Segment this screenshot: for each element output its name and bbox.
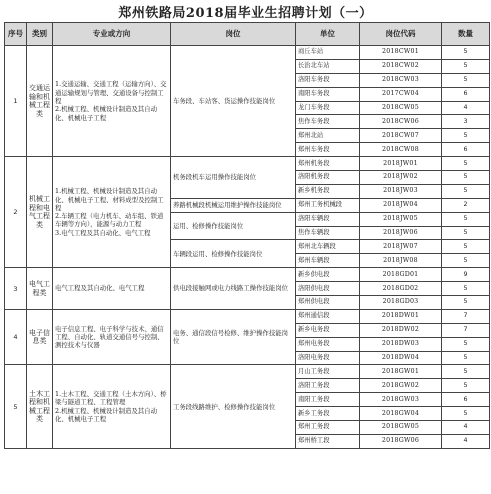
post-code: 2018JW03 <box>360 184 442 198</box>
post-description: 供电段接触网或电力线路工操作技能岗位 <box>171 268 296 310</box>
post-code: 2018GD03 <box>360 296 442 310</box>
hire-count: 4 <box>442 421 490 435</box>
unit-name: 新乡机务段 <box>296 184 360 198</box>
hire-count: 5 <box>442 407 490 421</box>
hire-count: 5 <box>442 351 490 365</box>
table-row <box>5 309 490 323</box>
hire-count: 5 <box>442 365 490 379</box>
unit-name: 商丘车站 <box>296 46 360 60</box>
hire-count: 5 <box>442 46 490 60</box>
group-number: 5 <box>5 365 27 448</box>
post-code: 2018DW02 <box>360 323 442 337</box>
post-code: 2018GW04 <box>360 407 442 421</box>
post-code: 2018JW04 <box>360 198 442 212</box>
post-description: 车务段、车站客、货运操作技能岗位 <box>171 46 296 157</box>
hire-count: 5 <box>442 240 490 254</box>
post-code: 2018JW01 <box>360 157 442 171</box>
document-title: 郑州铁路局2018届毕业生招聘计划（一） <box>118 6 373 21</box>
group-category: 交通运输和机械工程类 <box>27 46 53 157</box>
post-code: 2018CW03 <box>360 73 442 87</box>
post-code: 2018DW03 <box>360 337 442 351</box>
table-row <box>5 46 490 60</box>
post-description: 工务段线路维护、检修操作技能岗位 <box>171 365 296 448</box>
post-code: 2018CW06 <box>360 115 442 129</box>
post-description: 车辆段运用、检修操作技能岗位 <box>171 240 296 268</box>
group-category: 电子信息类 <box>27 309 53 365</box>
hire-count: 5 <box>442 171 490 185</box>
hire-count: 9 <box>442 268 490 282</box>
unit-name: 郑州工务机械段 <box>296 198 360 212</box>
hire-count: 4 <box>442 434 490 448</box>
post-code: 2018GW01 <box>360 365 442 379</box>
group-number: 2 <box>5 157 27 268</box>
table-row <box>5 268 490 282</box>
post-code: 2018DW01 <box>360 309 442 323</box>
hire-count: 3 <box>442 115 490 129</box>
unit-name: 洛阳电务段 <box>296 351 360 365</box>
unit-name: 郑州车务段 <box>296 143 360 157</box>
header-cell: 岗位 <box>171 23 296 46</box>
header-cell: 单位 <box>296 23 360 46</box>
hire-count: 5 <box>442 226 490 240</box>
post-code: 2018JW02 <box>360 171 442 185</box>
group-majors: 1.机械工程、机械设计制造及其自动化、机械电子工程、材料成型及控制工程 2.车辆工程（电力机车、动车组、铁道车辆等方向），能源与动力工程 3.电气工程及其自动化、电气工程 <box>53 157 171 268</box>
unit-name: 南阳工务段 <box>296 393 360 407</box>
hire-count: 5 <box>442 184 490 198</box>
hire-count: 5 <box>442 282 490 296</box>
table-row <box>5 365 490 379</box>
post-code: 2018CW01 <box>360 46 442 60</box>
post-code: 2018GW05 <box>360 421 442 435</box>
unit-name: 新乡电务段 <box>296 323 360 337</box>
unit-name: 郑州通信段 <box>296 309 360 323</box>
group-number: 4 <box>5 309 27 365</box>
hire-count: 5 <box>442 129 490 143</box>
header-cell: 序号 <box>5 23 27 46</box>
unit-name: 郑州车辆段 <box>296 254 360 268</box>
unit-name: 郑州北车辆段 <box>296 240 360 254</box>
post-code: 2018GW06 <box>360 434 442 448</box>
header-row <box>5 23 490 46</box>
group-category: 机械工程和电气工程类 <box>27 157 53 268</box>
group-category: 电气工程类 <box>27 268 53 310</box>
unit-name: 焦作车辆段 <box>296 226 360 240</box>
hire-count: 6 <box>442 393 490 407</box>
hire-count: 6 <box>442 143 490 157</box>
unit-name: 郑州电务段 <box>296 337 360 351</box>
hire-count: 2 <box>442 198 490 212</box>
unit-name: 洛阳车务段 <box>296 73 360 87</box>
group-number: 3 <box>5 268 27 310</box>
header-cell: 数量 <box>442 23 490 46</box>
unit-name: 龙门车务段 <box>296 101 360 115</box>
unit-name: 长治北车站 <box>296 59 360 73</box>
post-code: 2018JW05 <box>360 212 442 226</box>
post-code: 2018CW05 <box>360 101 442 115</box>
hire-count: 5 <box>442 157 490 171</box>
unit-name: 郑州供电段 <box>296 296 360 310</box>
hire-count: 5 <box>442 296 490 310</box>
unit-name: 郑州机务段 <box>296 157 360 171</box>
unit-name: 郑州桥工段 <box>296 434 360 448</box>
recruitment-table <box>4 22 490 449</box>
hire-count: 7 <box>442 309 490 323</box>
post-code: 2018GD01 <box>360 268 442 282</box>
group-majors: 电气工程及其自动化、电气工程 <box>53 268 171 310</box>
unit-name: 焦作车务段 <box>296 115 360 129</box>
post-code: 2018CW07 <box>360 129 442 143</box>
post-code: 2018DW04 <box>360 351 442 365</box>
hire-count: 5 <box>442 254 490 268</box>
post-description: 机务段机车运用操作技能岗位 <box>171 157 296 199</box>
post-code: 2018JW06 <box>360 226 442 240</box>
post-code: 2018JW07 <box>360 240 442 254</box>
post-code: 2017CW04 <box>360 87 442 101</box>
post-code: 2018CW08 <box>360 143 442 157</box>
post-description: 运用、检修操作技能岗位 <box>171 212 296 240</box>
group-number: 1 <box>5 46 27 157</box>
unit-name: 新乡供电段 <box>296 268 360 282</box>
hire-count: 5 <box>442 379 490 393</box>
hire-count: 6 <box>442 87 490 101</box>
unit-name: 郑州工务段 <box>296 421 360 435</box>
post-code: 2018GW02 <box>360 379 442 393</box>
hire-count: 5 <box>442 337 490 351</box>
table-body <box>5 46 490 449</box>
group-category: 土木工程和机械工程类 <box>27 365 53 448</box>
hire-count: 4 <box>442 101 490 115</box>
group-majors: 1.交通运输、交通工程（运输方向）、交通运输规划与管理、交通设备与控制工程 2.机械工程、机械设计制造及其自动化、机械电子工程 <box>53 46 171 157</box>
unit-name: 新乡工务段 <box>296 407 360 421</box>
hire-count: 7 <box>442 323 490 337</box>
hire-count: 5 <box>442 212 490 226</box>
post-code: 2018GW03 <box>360 393 442 407</box>
unit-name: 洛阳机务段 <box>296 171 360 185</box>
table-row <box>5 157 490 171</box>
unit-name: 洛阳供电段 <box>296 282 360 296</box>
hire-count: 5 <box>442 73 490 87</box>
post-description: 养路机械段机械运用维护操作技能岗位 <box>171 198 296 212</box>
header-cell: 岗位代码 <box>360 23 442 46</box>
post-code: 2018GD02 <box>360 282 442 296</box>
hire-count: 5 <box>442 59 490 73</box>
unit-name: 南阳车务段 <box>296 87 360 101</box>
post-code: 2018JW08 <box>360 254 442 268</box>
header-cell: 专业或方向 <box>53 23 171 46</box>
unit-name: 洛阳车辆段 <box>296 212 360 226</box>
unit-name: 月山工务段 <box>296 365 360 379</box>
group-majors: 电子信息工程、电子科学与技术、通信工程、自动化、轨道交通信号与控制、测控技术与仪器 <box>53 309 171 365</box>
header-cell: 类别 <box>27 23 53 46</box>
group-majors: 1.土木工程、交通工程（土木方向）、桥梁与隧道工程、工程管理 2.机械工程、机械设计制造及其自动化、机械电子工程 <box>53 365 171 448</box>
unit-name: 洛阳工务段 <box>296 379 360 393</box>
post-code: 2018CW02 <box>360 59 442 73</box>
unit-name: 郑州北站 <box>296 129 360 143</box>
post-description: 电务、通信段信号检修、维护操作技能岗位 <box>171 309 296 365</box>
